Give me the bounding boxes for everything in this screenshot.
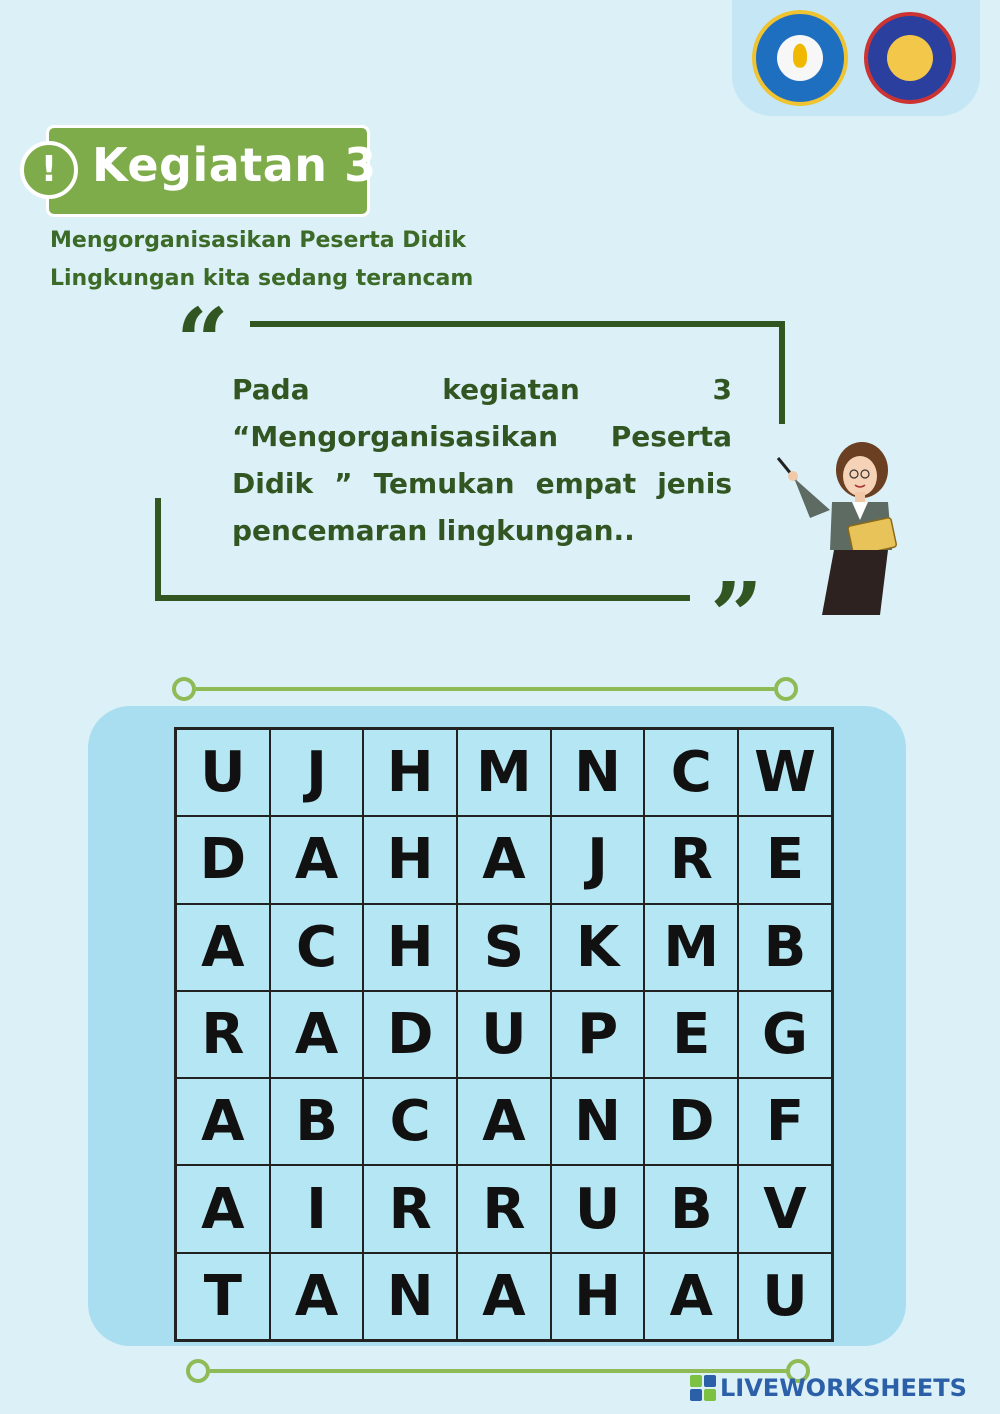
grid-cell[interactable]: R (457, 1165, 551, 1252)
word-search-grid (174, 727, 834, 1342)
grid-cell[interactable]: A (270, 1253, 364, 1340)
subtitle-1: Mengorganisasikan Peserta Didik (50, 228, 467, 253)
grid-cell[interactable]: B (738, 904, 832, 991)
grid-cell[interactable]: D (644, 1078, 738, 1165)
grid-cell[interactable]: E (644, 991, 738, 1078)
logo-inner (887, 35, 933, 81)
grid-cell[interactable]: A (176, 1078, 270, 1165)
decorative-dot (172, 677, 196, 701)
grid-cell[interactable]: A (176, 1165, 270, 1252)
quote-frame-bottom (155, 595, 690, 601)
grid-cell[interactable]: U (176, 729, 270, 816)
grid-cell[interactable]: F (738, 1078, 832, 1165)
grid-cell[interactable]: J (551, 816, 645, 903)
grid-cell[interactable]: D (363, 991, 457, 1078)
grid-cell[interactable]: B (644, 1165, 738, 1252)
page-title: Kegiatan 3 (92, 138, 377, 192)
grid-cell[interactable]: A (270, 816, 364, 903)
footer-brand (690, 1374, 967, 1402)
grid-cell[interactable]: A (457, 1078, 551, 1165)
quote-frame-left (155, 498, 161, 601)
subtitle-2: Lingkungan kita sedang terancam (50, 266, 474, 291)
grid-cell[interactable]: U (457, 991, 551, 1078)
logo-area (732, 0, 980, 116)
grid-cell[interactable]: A (644, 1253, 738, 1340)
grid-cell[interactable]: R (644, 816, 738, 903)
grid-cell[interactable]: K (551, 904, 645, 991)
grid-cell[interactable]: A (176, 904, 270, 991)
grid-cell[interactable]: N (551, 729, 645, 816)
grid-cell[interactable]: D (176, 816, 270, 903)
teacher-illustration (770, 440, 910, 615)
brand-text: LIVEWORKSHEETS (720, 1374, 967, 1402)
grid-cell[interactable]: A (457, 816, 551, 903)
grid-cell[interactable]: M (644, 904, 738, 991)
grid-cell[interactable]: H (363, 904, 457, 991)
grid-cell[interactable]: U (551, 1165, 645, 1252)
grid-cell[interactable]: B (270, 1078, 364, 1165)
grid-cell[interactable]: J (270, 729, 364, 816)
grid-cell[interactable]: H (363, 729, 457, 816)
decorative-line-bottom (210, 1369, 788, 1373)
grid-cell[interactable]: T (176, 1253, 270, 1340)
grid-cell[interactable]: C (270, 904, 364, 991)
grid-cell[interactable]: P (551, 991, 645, 1078)
flame-icon (793, 44, 807, 68)
grid-cell[interactable]: H (363, 816, 457, 903)
grid-cell[interactable]: U (738, 1253, 832, 1340)
grid-cell[interactable]: M (457, 729, 551, 816)
grid-cell[interactable]: W (738, 729, 832, 816)
close-quote-icon: ” (710, 562, 763, 670)
decorative-line-top (196, 687, 774, 691)
tut-wuri-handayani-logo (752, 10, 848, 106)
grid-cell[interactable]: N (551, 1078, 645, 1165)
instruction-text: Pada kegiatan 3 “Mengorganisasikan Peserta Didik ” Temukan empat jenis pencemaran lingkungan.. (232, 373, 732, 547)
grid-cell[interactable]: G (738, 991, 832, 1078)
grid-cell[interactable]: C (644, 729, 738, 816)
grid-cell[interactable]: N (363, 1253, 457, 1340)
grid-cell[interactable]: A (457, 1253, 551, 1340)
grid-cell[interactable]: C (363, 1078, 457, 1165)
quote-frame-right (779, 321, 785, 424)
alert-icon: ! (20, 141, 78, 199)
grid-cell[interactable]: E (738, 816, 832, 903)
grid-cell[interactable]: R (363, 1165, 457, 1252)
grid-cell[interactable]: H (551, 1253, 645, 1340)
grid-cell[interactable]: S (457, 904, 551, 991)
grid-cell[interactable]: R (176, 991, 270, 1078)
liveworksheets-icon (690, 1375, 716, 1401)
decorative-dot (186, 1359, 210, 1383)
grid-cell[interactable]: V (738, 1165, 832, 1252)
decorative-dot (774, 677, 798, 701)
undiksha-logo (864, 12, 956, 104)
quote-frame-top (250, 321, 785, 327)
grid-cell[interactable]: I (270, 1165, 364, 1252)
open-quote-icon: “ (176, 288, 229, 396)
grid-cell[interactable]: A (270, 991, 364, 1078)
